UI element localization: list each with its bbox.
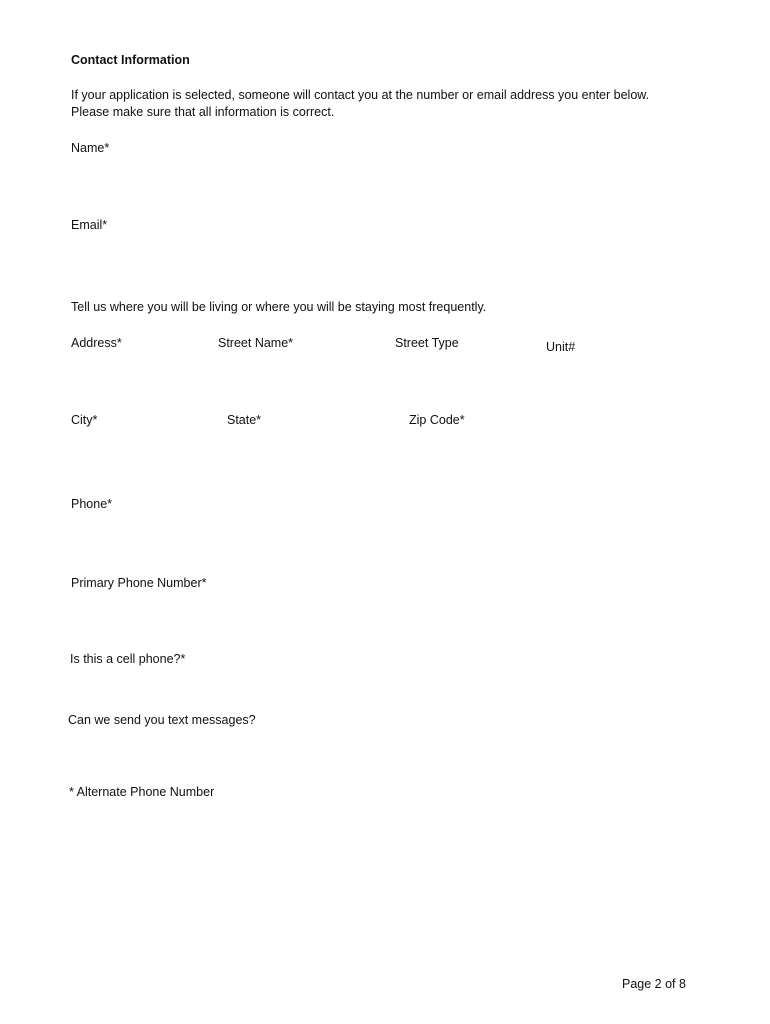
name-label: Name* — [71, 141, 110, 155]
text-messages-question: Can we send you text messages? — [68, 713, 256, 727]
address-label: Address* — [71, 336, 122, 350]
email-label: Email* — [71, 218, 108, 232]
cell-phone-question: Is this a cell phone?* — [70, 652, 186, 666]
state-label: State* — [227, 413, 262, 427]
intro-text-line-1: If your application is selected, someone will contact you at the number or email address you enter below. — [71, 88, 650, 102]
residence-prompt: Tell us where you will be living or where you will be staying most frequently. — [71, 300, 487, 314]
primary-phone-label: Primary Phone Number* — [71, 576, 207, 590]
page-number: Page 2 of 8 — [622, 977, 686, 991]
alternate-phone-label: * Alternate Phone Number — [69, 785, 215, 799]
unit-label: Unit# — [546, 340, 576, 354]
street-type-label: Street Type — [395, 336, 459, 350]
section-heading: Contact Information — [71, 53, 190, 67]
phone-label: Phone* — [71, 497, 113, 511]
zip-code-label: Zip Code* — [409, 413, 465, 427]
intro-text-line-2: Please make sure that all information is correct. — [71, 105, 335, 119]
city-label: City* — [71, 413, 98, 427]
street-name-label: Street Name* — [218, 336, 294, 350]
